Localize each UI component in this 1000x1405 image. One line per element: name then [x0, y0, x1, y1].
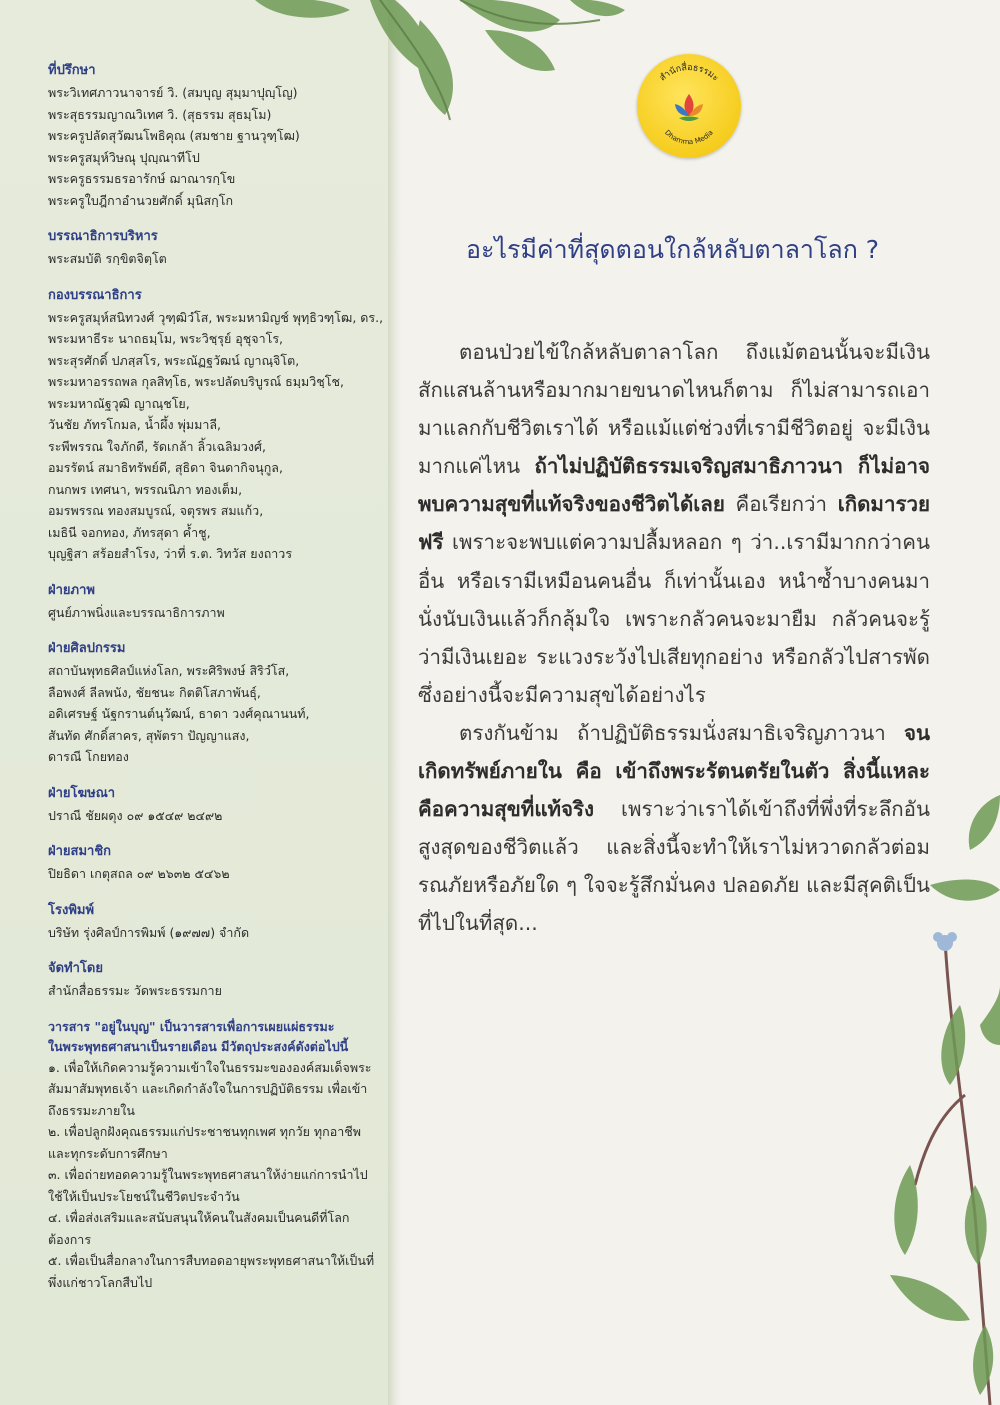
credit-line: สันทัด ศักดิ์สาคร, สุพัตรา ปัญญาแสง,: [48, 727, 250, 743]
logo-text-top: สำนักสื่อธรรมะ: [658, 62, 721, 84]
credits-list: [48, 62, 388, 1002]
credit-line: พระมหาอรรถพล กุลสิทฺโธ, พระปลัดบริบูรณ์ ธมฺมวิชฺโช,: [48, 374, 344, 389]
credit-heading: กองบรรณาธิการ: [48, 287, 142, 303]
credit-heading: ที่ปรึกษา: [48, 63, 96, 78]
credit-heading: จัดทำโดย: [48, 961, 103, 976]
credit-line: พระสุธรรมญาณวิเทศ วิ. (สุธรรม สุธมฺโม): [48, 106, 272, 122]
logo-text-bottom: Dhamma Media: [663, 128, 715, 147]
credit-section: [48, 843, 388, 885]
credit-line: พระวิเทศภาวนาจารย์ วิ. (สมบุญ สุมฺมาปุญฺโญ): [48, 85, 298, 100]
credit-line: อมรรัตน์ สมาธิทรัพย์ดี, สุธิดา จินดากิจนุกูล,: [48, 460, 283, 475]
body-text: ตอนป่วยไข้ใกล้หลับตาลาโลก ถึงแม้ตอนนั้นจะมีเงินสักแสนล้านหรือมากมายขนาดไหนก็ตาม ก็ไม่สามารถเอามาแลกกับชีวิตเราได้ หรือแม้แต่ช่วงที่เรามีชีวิตอยู่ จะมีเงินมากแค่ไหน: [418, 340, 930, 479]
credit-section: [48, 582, 388, 624]
article-paragraph-2: [418, 714, 930, 943]
credit-section: [48, 228, 388, 270]
leaves-top-illustration: [0, 0, 1000, 130]
credit-line: ระพีพรรณ ใจภักดี, รัดเกล้า ลิ้วเฉลิมวงศ์,: [48, 438, 266, 454]
purpose-section: [48, 1017, 388, 1294]
credit-line: ปิยธิดา เกตุสถล ๐๙ ๒๖๓๒ ๕๔๖๒: [48, 866, 230, 881]
credit-line: พระสมบัติ รกฺขิตจิตฺโต: [48, 251, 167, 266]
body-text: คือเรียกว่า: [724, 492, 838, 517]
credit-line: อดิเศรษฐ์ นัฐกรานต์นุวัฒน์, ธาดา วงศ์คุณานนท์,: [48, 706, 310, 721]
purpose-item: ๓. เพื่อถ่ายทอดความรู้ในพระพุทธศาสนาให้ง่ายแก่การนำไปใช้ให้เป็นประโยชน์ในชีวิตประจำวัน: [48, 1167, 368, 1204]
lotus-emblem-icon: [637, 54, 741, 158]
credit-line: บุญฐิสา สร้อยสำโรง, ว่าที่ ร.ต. วิทวัส ยงถาวร: [48, 546, 293, 561]
credit-line: พระครูสมุห์วิษณุ ปุญฺณาทีโป: [48, 149, 200, 165]
credit-section: [48, 640, 388, 768]
credit-section: [48, 785, 388, 827]
credit-line: พระครูสมุห์สนิทวงศ์ วุฑฺฒิวํโส, พระมหามิญช์ พุทฺธิวฑฺโฒ, ดร.,: [48, 309, 384, 325]
credit-line: สำนักสื่อธรรมะ วัดพระธรรมกาย: [48, 983, 222, 998]
body-text: ตรงกันข้าม ถ้าปฏิบัติธรรมนั่งสมาธิเจริญภาวนา: [459, 720, 904, 745]
credit-line: บริษัท รุ่งศิลป์การพิมพ์ (๑๙๗๗) จำกัด: [48, 924, 250, 940]
body-text: เพราะจะพบแต่ความปลื้มหลอก ๆ ว่า..เรามีมากกว่าคนอื่น หรือเรามีเหมือนคนอื่น ก็เท่านั้นเอง หนำซ้ำบางคนมานั่งนับเงินแล้วก็กลุ้มใจ เพราะกลัวคนจะมายืม กลัวคนจะรู้ว่ามีเงินเยอะ ระแวงระวังไปเสียทุกอย่าง หรือกลัวไปสารพัด ซึ่งอย่างนี้จะมีความสุขได้อย่างไร: [418, 530, 930, 707]
credit-line: พระครูใบฎีกาอำนวยศักดิ์ มุนิสกฺโก: [48, 192, 234, 208]
svg-text:Dhamma Media: [663, 129, 715, 147]
credit-line: ดารณี โกยทอง: [48, 749, 129, 764]
credit-line: เมธินี จอกทอง, ภัทรสุดา ค้ำชู,: [48, 524, 211, 540]
credit-line: พระมหาณัฐวุฒิ ญาณฺชโย,: [48, 395, 190, 411]
credit-line: กนกพร เทศนา, พรรณนิภา ทองเต็ม,: [48, 481, 243, 497]
credits-column: [0, 0, 388, 1405]
column-divider: [388, 0, 402, 1405]
article-body: [418, 333, 930, 943]
credit-line: วันชัย ภัทรโกมล, น้ำผึ้ง พุ่มมาลี,: [48, 417, 222, 432]
body-text: เพราะว่าเราได้เข้าถึงที่พึ่งที่ระลึกอันสูงสุดของชีวิตแล้ว และสิ่งนี้จะทำให้เราไม่หวาดกลัวต่อมรณภัยหรือภัยใด ๆ ใจจะรู้สึกมั่นคง ปลอดภัย และมีสุคติเป็นที่ไปในที่สุด...: [418, 797, 930, 936]
credit-heading: บรรณาธิการบริหาร: [48, 229, 158, 244]
credit-line: อมรพรรณ ทองสมบูรณ์, จตุรพร สมแก้ว,: [48, 503, 264, 518]
credit-section: [48, 287, 388, 565]
purpose-item: ๒. เพื่อปลูกฝังคุณธรรมแก่ประชาชนทุกเพศ ทุกวัย ทุกอาชีพ และทุกระดับการศึกษา: [48, 1124, 361, 1161]
credit-line: พระครูปลัดสุวัฒนโพธิคุณ (สมชาย ฐานวุฑฺโฒ): [48, 128, 300, 143]
credit-line: พระสุรศักดิ์ ปภสฺสโร, พระณัฏฐวัฒน์ ญาณฺจิโต,: [48, 352, 300, 368]
credit-heading: ฝ่ายสมาชิก: [48, 844, 112, 859]
credit-line: สถาบันพุทธศิลป์แห่งโลก, พระศิริพงษ์ สิริวํโส,: [48, 663, 290, 678]
purpose-item: ๕. เพื่อเป็นสื่อกลางในการสืบทอดอายุพระพุทธศาสนาให้เป็นที่พึ่งแก่ชาวโลกสืบไป: [48, 1253, 375, 1290]
credit-heading: ฝ่ายภาพ: [48, 582, 95, 598]
credit-section: [48, 902, 388, 944]
credit-line: พระครูธรรมธรอารักษ์ ฌาณารกฺโข: [48, 171, 236, 186]
emphasis-text: จนเกิดทรัพย์ภายใน คือ เข้าถึงพระรัตนตรัยในตัว สิ่งนี้แหละคือความสุขที่แท้จริง: [418, 720, 930, 822]
credit-heading: ฝ่ายศิลปกรรม: [48, 641, 126, 656]
article-title: อะไรมีค่าที่สุดตอนใกล้หลับตาลาโลก ?: [466, 235, 880, 264]
dhamma-media-logo: [637, 54, 741, 158]
credit-heading: โรงพิมพ์: [48, 902, 95, 918]
purpose-items: [48, 1057, 388, 1294]
credit-section: [48, 960, 388, 1002]
purpose-heading-1: วารสาร "อยู่ในบุญ" เป็นวารสารเพื่อการเผยแผ่ธรรมะ: [48, 1018, 335, 1034]
credit-line: ศูนย์ภาพนิ่งและบรรณาธิการภาพ: [48, 604, 225, 620]
emphasis-text: เกิดมารวยฟรี: [418, 492, 930, 555]
credit-line: ปราณี ชัยผดุง ๐๙ ๑๕๔๙ ๒๔๙๒: [48, 807, 223, 823]
svg-text:สำนักสื่อธรรมะ: [657, 60, 720, 84]
credit-heading: ฝ่ายโฆษณา: [48, 785, 116, 801]
credit-line: พระมหาธีระ นาถธมฺโม, พระวิชฺรุย์ อุชุจาโร,: [48, 331, 284, 346]
emphasis-text: ถ้าไม่ปฏิบัติธรรมเจริญสมาธิภาวนา ก็ไม่อาจพบความสุขที่แท้จริงของชีวิตได้เลย: [418, 454, 930, 517]
credit-line: ลือพงศ์ ลีลพนัง, ชัยชนะ กิตติโสภาพันธุ์,: [48, 684, 261, 700]
purpose-item: ๑. เพื่อให้เกิดความรู้ความเข้าใจในธรรมะขององค์สมเด็จพระสัมมาสัมพุทธเจ้า และเกิดกำลังใจในการปฏิบัติธรรม เพื่อเข้าถึงธรรมะภายใน: [48, 1059, 372, 1118]
purpose-heading-2: ในพระพุทธศาสนาเป็นรายเดือน มีวัตถุประสงค์ดังต่อไปนี้: [48, 1038, 349, 1054]
article-paragraph-1: [418, 333, 930, 714]
purpose-item: ๔. เพื่อส่งเสริมและสนับสนุนให้คนในสังคมเป็นคนดีที่โลกต้องการ: [48, 1210, 350, 1247]
